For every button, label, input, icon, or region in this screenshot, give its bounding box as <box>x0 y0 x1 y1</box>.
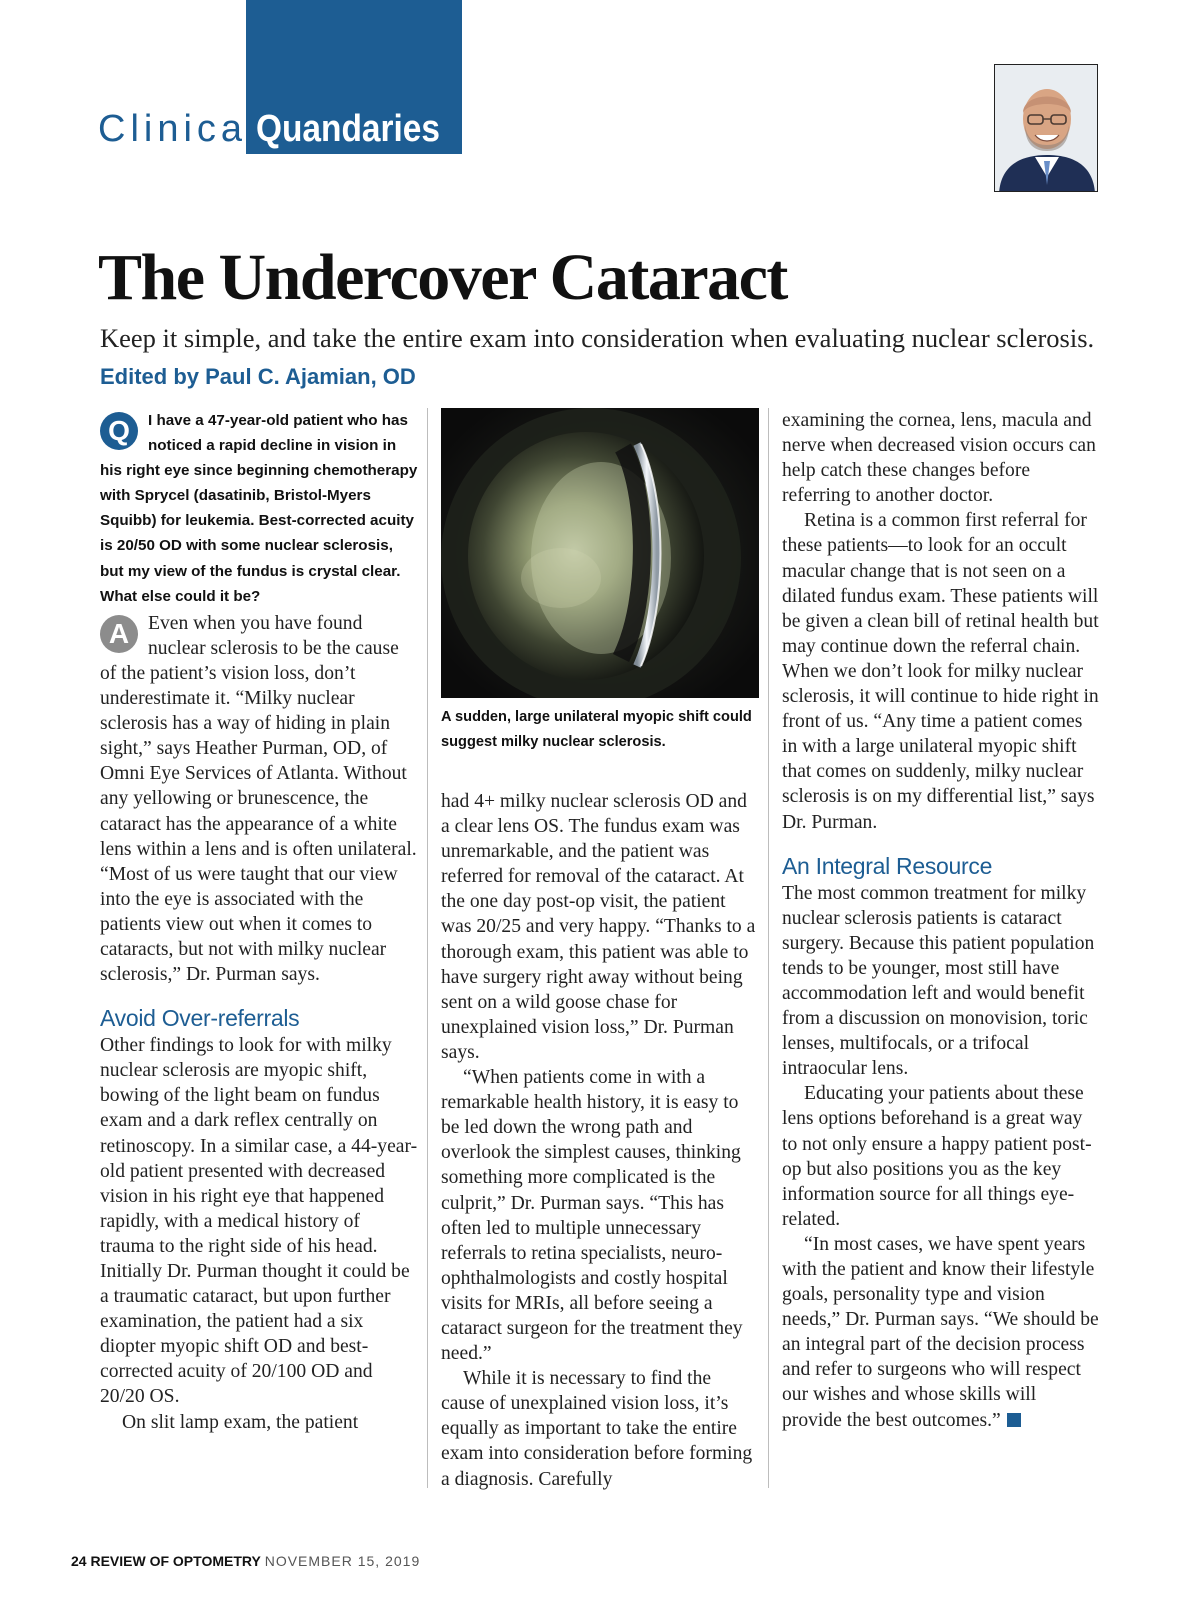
article-title: The Undercover Cataract <box>98 241 787 314</box>
deck-text: Keep it simple, and take the entire exam into consideration when evaluating nuclear sclerosis. <box>100 323 1095 353</box>
section2-paragraph-2: Educating your patients about these lens options beforehand is a great way to not only ensure a happy patient post-op but also positions you as the key information source for all things eye-related. <box>782 1083 1092 1230</box>
publication-name: REVIEW OF OPTOMETRY <box>90 1553 261 1569</box>
column-rule-2 <box>768 408 769 1488</box>
section-name-quandaries: Quandaries <box>256 108 440 150</box>
col2-paragraph-3: While it is necessary to find the cause of unexplained vision loss, it’s equally as important to take the entire exam into consideration before forming a diagnosis. Carefully <box>441 1368 753 1490</box>
section2-paragraph-1: The most common treatment for milky nuclear sclerosis patients is cataract surgery. Because this patient population tends to be younger, most still have accommodation left and would benefit from a discussion on monovision, toric lenses, multifocals, or a trifocal intraocular lens. <box>782 882 1095 1080</box>
editor-portrait-image <box>995 65 1098 192</box>
subhead-avoid-over-referrals: Avoid Over-referrals <box>100 1005 300 1032</box>
col2-paragraph-2: “When patients come in with a remarkable health history, it is easy to be led down the wrong path and overlook the simplest causes, thinking something more complicated is the culprit,” Dr. Purman says. “This has often led to multiple unnecessary referrals to retina specialists, neuro-ophthalmologists and costly hospital visits for MRIs, all before seeing a cataract surgeon for the treatment they need.” <box>441 1067 743 1365</box>
slit-lamp-figure <box>441 408 759 698</box>
section1-body <box>100 1033 418 1435</box>
section2-body <box>782 881 1100 1433</box>
answer-block <box>100 611 418 987</box>
figure-caption: A sudden, large unilateral myopic shift could suggest milky nuclear sclerosis. <box>441 709 752 750</box>
question-block <box>100 408 418 609</box>
section2-paragraph-3: “In most cases, we have spent years with the patient and know their lifestyle goals, personality type and vision needs,” Dr. Purman says. “We should be an integral part of the decision process and refer to surgeons who will respect our wishes and whose skills will provide the best outcomes.” <box>782 1233 1099 1431</box>
column-3-body <box>782 408 1100 835</box>
section2-paragraph-3-wrap <box>782 1232 1100 1433</box>
section1-paragraph-2: On slit lamp exam, the patient <box>122 1411 359 1433</box>
article-deck <box>100 320 1110 395</box>
column-3 <box>782 408 1100 1433</box>
byline: Edited by Paul C. Ajamian, OD <box>100 364 416 389</box>
column-1 <box>100 408 418 1435</box>
column-2-body <box>441 789 759 1492</box>
answer-badge: A <box>100 615 138 653</box>
subhead-integral-resource: An Integral Resource <box>782 852 993 879</box>
section1-paragraph-1: Other findings to look for with milky nuclear sclerosis are myopic shift, bowing of the light beam on fundus exam and a dark reflex centrally on retinoscopy. In a similar case, a 44-year-old patient presented with decreased vision in his right eye that happened rapidly, with a medical history of trauma to the right side of his head. Initially Dr. Purman thought it could be a traumatic cataract, but upon further examination, the patient had a six diopter myopic shift OD and best-corrected acuity of 20/100 OD and 20/20 OS. <box>100 1035 418 1408</box>
col3-paragraph-1: examining the cornea, lens, macula and nerve when decreased vision occurs can help catch these changes before referring to another doctor. <box>782 410 1096 507</box>
slit-lamp-photo <box>441 408 759 698</box>
column-rule-1 <box>427 408 428 1488</box>
column-2 <box>441 408 759 1492</box>
editor-photo <box>994 64 1098 192</box>
answer-text: Even when you have found nuclear sclerosis to be the cause of the patient’s vision loss, don’t underestimate it. “Milky nuclear sclerosis has a way of hiding in plain sight,” says Heather Purman, OD, of Omni Eye Services of Atlanta. Without any yellowing or brunescence, the cataract has the appearance of a white lens within a lens and is often unilateral. “Most of us were taught that our view into the eye is associated with the patients view out when it comes to cataracts, but not with milky nuclear sclerosis,” Dr. Purman says. <box>100 612 417 986</box>
col3-paragraph-2: Retina is a common first referral for these patients—to look for an occult macular change that is not seen on a dilated fundus exam. These patients will be given a clean bill of retinal health but may continue down the referral chain. When we don’t look for milky nuclear sclerosis, it will continue to hide right in front of us. “Any time a patient comes in with a large unilateral myopic shift that comes on suddenly, milky nuclear sclerosis is on my differential list,” says Dr. Purman. <box>782 510 1099 833</box>
page-number: 24 <box>71 1553 87 1569</box>
page-footer <box>71 1552 420 1570</box>
question-text: I have a 47-year-old patient who has noticed a rapid decline in vision in his right eye since beginning chemotherapy with Sprycel (dasatinib, Bristol-Myers Squibb) for leukemia. Best-corrected acuity is 20/50 OD with some nuclear sclerosis, but my view of the fundus is crystal clear. What else could it be? <box>100 412 418 605</box>
issue-date: NOVEMBER 15, 2019 <box>264 1553 421 1569</box>
question-badge: Q <box>100 412 138 450</box>
blue-square-icon <box>1007 1413 1021 1427</box>
col2-paragraph-1: had 4+ milky nuclear sclerosis OD and a clear lens OS. The fundus exam was unremarkable, and the patient was referred for removal of the cataract. At the one day post-op visit, the patient was 20/25 and very happy. “Thanks to a thorough exam, this patient was able to have surgery right away without being sent on a wild goose chase for unexplained vision loss,” Dr. Purman says. <box>441 791 756 1063</box>
section-name-clinical: Clinical <box>98 108 261 150</box>
